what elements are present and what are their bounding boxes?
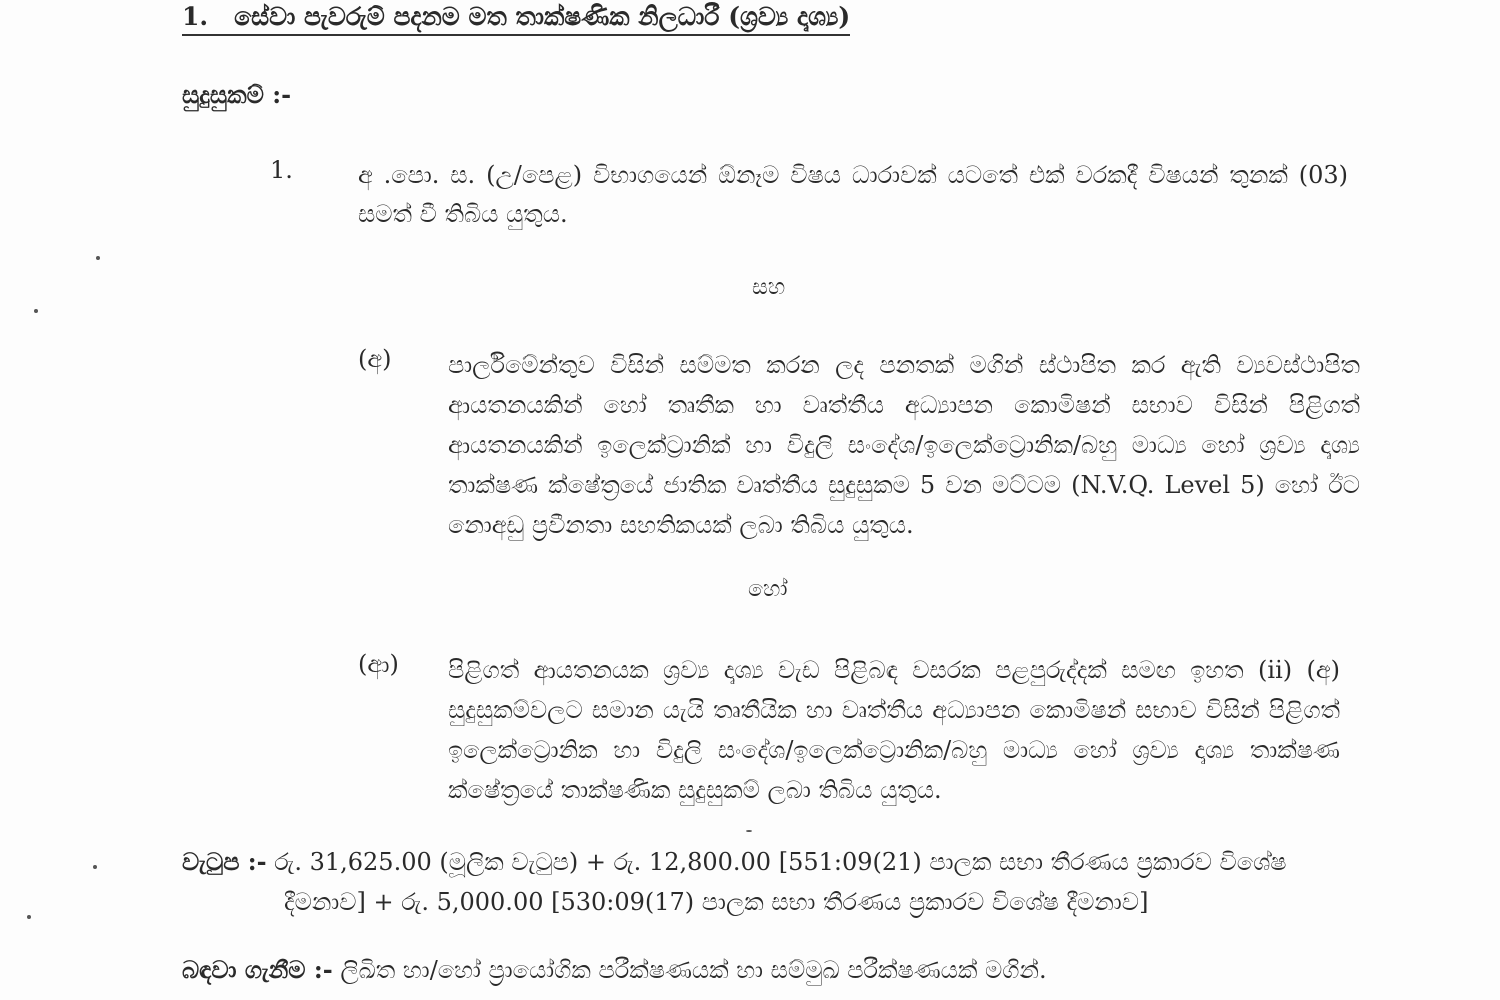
section-heading bbox=[182, 2, 850, 36]
conjunction-and: සහ bbox=[752, 275, 786, 300]
scan-speck bbox=[93, 865, 97, 869]
section-title: සේවා පැවරුම් පදනම මත තාක්ෂණික නිලධාරී (ශ්‍රව්‍ය දෘශ්‍ය) bbox=[234, 2, 851, 31]
sub-item-a-text: පාර්ලිමේන්තුව විසින් සම්මත කරන ලද පනතක් මගින් ස්ථාපිත කර ඇති ව්‍යවස්ථාපිත ආයතනයකින් හෝ තෘතීක හා වෘත්තීය අධ්‍යාපන කොමිෂන් සභාව විසින් පිළිගත් ආයතනයකින් ඉලෙක්ට්‍රානික් හා විදුලි සංදේශ/ඉලෙක්ට්‍රොනික/බහු මාධ්‍ය හෝ ශ්‍රව්‍ය දෘශ්‍ය තාක්ෂණ ක්ෂේත්‍රයේ ජාතික වෘත්තීය සුදුසුකම 5 වන මට්ටම (N.V.Q. Level 5) හෝ ඊට නොඅඩු ප්‍රවීනතා සහතිකයක් ලබා තිබිය යුතුය. bbox=[448, 351, 1360, 539]
qualification-item-text: අ .පො. ස. (උ/පෙළ) විභාගයෙන් ඕනෑම විෂය ධාරාවක් යටතේ එක් වරකදී විෂයන් තුනක් (03) සමත් වී තිබිය යුතුය. bbox=[358, 161, 1348, 228]
qualification-item-number: 1. bbox=[270, 156, 293, 184]
scan-speck bbox=[27, 915, 31, 919]
salary-label: වැටුප :- bbox=[182, 847, 267, 876]
sub-item-b-label: (ආ) bbox=[358, 650, 399, 678]
sub-item-b-text: පිළිගත් ආයතනයක ශ්‍රව්‍ය දෘශ්‍ය වැඩ පිළිබඳ වසරක පළපුරුද්දක් සමඟ ඉහත (ii) (අ) සුදුසුකම්වලට සමාන යැයි තෘතීයික හා වෘත්තීය අධ්‍යාපන කොමිෂන් සභාව විසින් පිළිගත් ඉලෙක්ට්‍රොනික හා විදුලි සංදේශ/ඉලෙක්ට්‍රොනික/බහු මාධ්‍ය හෝ ශ්‍රව්‍ය දෘශ්‍ය තාක්ෂණ ක්ෂේත්‍රයේ තාක්ෂණික සුදුසුකම් ලබා තිබිය යුතුය. bbox=[448, 656, 1340, 804]
section-number: 1. bbox=[182, 2, 209, 31]
recruitment-label: බඳවා ගැනීම :- bbox=[182, 955, 333, 984]
scan-speck bbox=[34, 309, 38, 313]
scan-speck bbox=[96, 256, 100, 260]
recruitment-text: ලිඛිත හා/හෝ ප්‍රායෝගික පරීක්ෂණයක් හා සම්මුඛ පරීක්ෂණයක් මගින්. bbox=[340, 956, 1047, 984]
conjunction-or: හෝ bbox=[748, 577, 788, 602]
scan-speck bbox=[746, 830, 752, 832]
recruitment-section bbox=[182, 955, 1047, 984]
sub-item-a-label: (අ) bbox=[358, 345, 392, 373]
salary-line-1: රු. 31,625.00 (මූලික වැටුප) + රු. 12,800.00 [551:09(21) පාලක සභා තීරණය ප්‍රකාරව විශේෂ bbox=[274, 848, 1287, 876]
salary-section bbox=[182, 842, 1362, 922]
qualifications-title: සුදුසුකම් :- bbox=[182, 80, 292, 109]
salary-line-2: දීමනාව] + රු. 5,000.00 [530:09(17) පාලක සභා තීරණය ප්‍රකාරව විශේෂ දීමනාව] bbox=[284, 888, 1149, 916]
